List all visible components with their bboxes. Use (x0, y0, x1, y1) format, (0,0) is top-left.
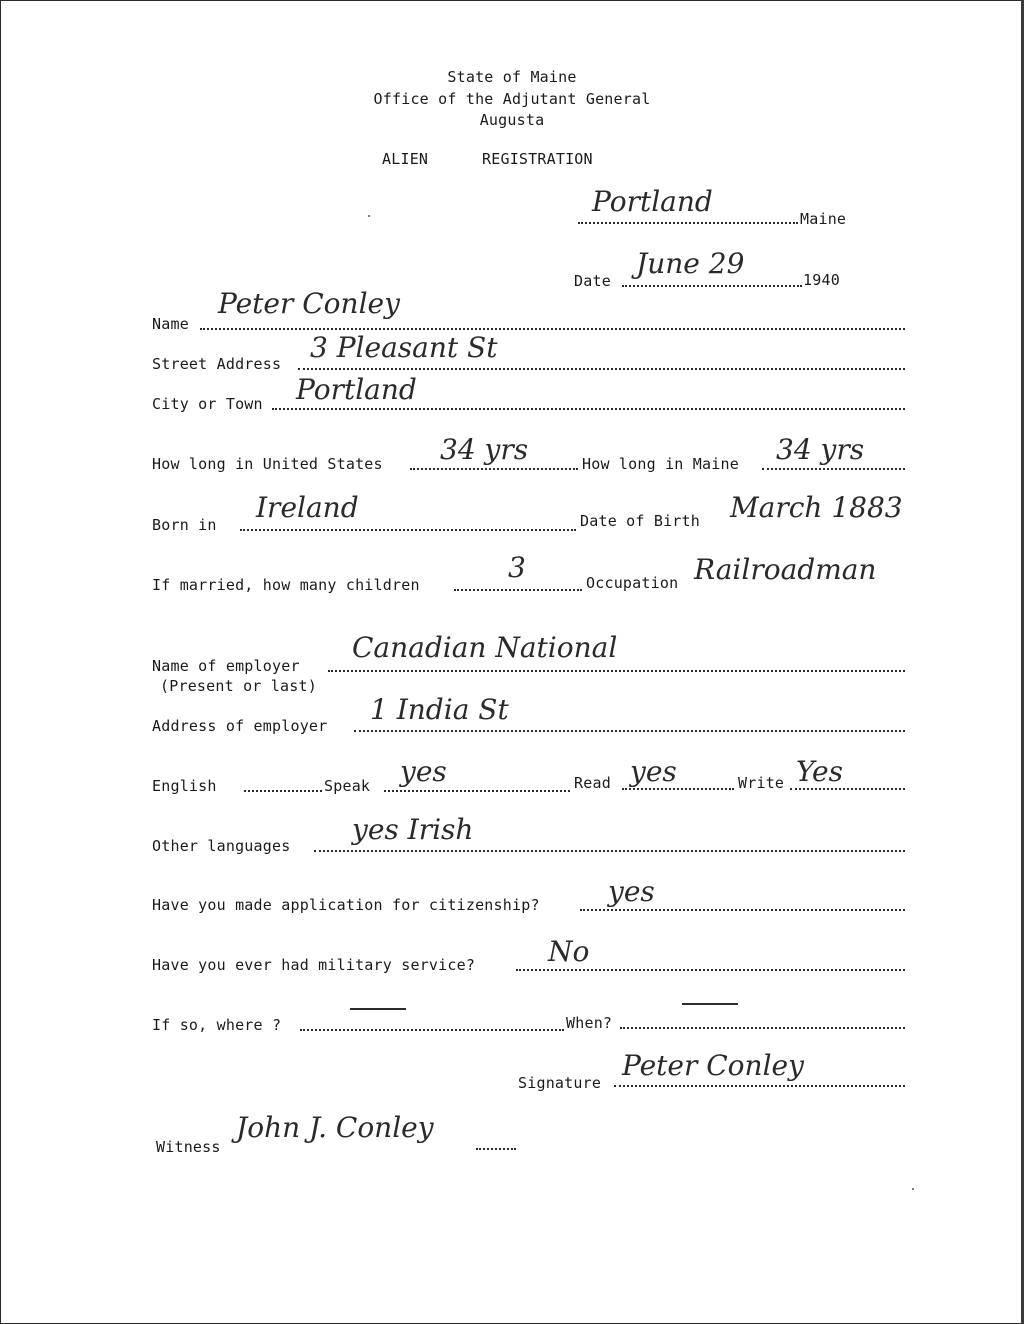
children-dots (454, 589, 582, 591)
employer-name-value: Canadian National (352, 631, 618, 664)
children-value: 3 (508, 551, 526, 584)
date-year: 1940 (803, 271, 840, 289)
header-state: State of Maine (447, 68, 577, 86)
witness-value: John J. Conley (236, 1111, 434, 1144)
street-address-label: Street Address (152, 355, 282, 373)
born-in-dots (240, 529, 576, 531)
how-long-maine-dots (762, 468, 905, 470)
english-label: English (152, 777, 217, 795)
name-label: Name (152, 315, 189, 333)
if-so-when-dots (620, 1027, 905, 1029)
name-value: Peter Conley (218, 287, 400, 320)
children-label: If married, how many children (152, 576, 420, 594)
signature-value: Peter Conley (622, 1049, 804, 1082)
place-suffix: Maine (800, 210, 847, 228)
date-label: Date (574, 272, 611, 290)
how-long-us-label: How long in United States (152, 455, 383, 473)
scan-speck (368, 215, 370, 217)
how-long-us-dots (410, 468, 578, 470)
form-title-registration: REGISTRATION (482, 150, 593, 168)
how-long-maine-value: 34 yrs (776, 433, 865, 466)
city-dots (272, 408, 905, 410)
other-languages-value: yes Irish (352, 813, 474, 846)
witness-dots (476, 1148, 516, 1150)
born-in-label: Born in (152, 516, 217, 534)
street-address-value: 3 Pleasant St (310, 331, 498, 364)
if-so-where-dots (300, 1029, 564, 1031)
date-dots (622, 285, 802, 287)
other-languages-label: Other languages (152, 837, 291, 855)
occupation-label: Occupation (586, 574, 679, 592)
military-value: No (548, 935, 590, 968)
speak-dots (384, 790, 570, 792)
date-of-birth-value: March 1883 (730, 491, 903, 524)
form-title-alien: ALIEN (382, 150, 429, 168)
military-label: Have you ever had military service? (152, 956, 476, 974)
employer-address-label: Address of employer (152, 717, 328, 735)
if-so-when-dash (682, 1003, 738, 1005)
speak-value: yes (400, 755, 447, 788)
citizenship-label: Have you made application for citizenship? (152, 896, 540, 914)
born-in-value: Ireland (256, 491, 359, 524)
if-so-where-dash (350, 1008, 406, 1010)
place-dots (578, 222, 798, 224)
witness-label: Witness (156, 1138, 221, 1156)
employer-address-value: 1 India St (370, 693, 509, 726)
read-dots (622, 788, 734, 790)
employer-name-dots (328, 670, 905, 672)
write-dots (790, 788, 905, 790)
if-so-where-label: If so, where ? (152, 1016, 282, 1034)
citizenship-value: yes (608, 875, 655, 908)
street-address-dots (298, 368, 905, 370)
other-languages-dots (314, 850, 905, 852)
signature-dots (614, 1085, 905, 1087)
header-office: Office of the Adjutant General (373, 90, 651, 108)
speak-label: Speak (324, 777, 371, 795)
date-value: June 29 (636, 247, 745, 280)
place-value: Portland (592, 185, 713, 218)
date-of-birth-label: Date of Birth (580, 512, 700, 530)
military-dots (516, 969, 905, 971)
employer-name-label: Name of employer (152, 657, 300, 675)
write-label: Write (738, 774, 785, 792)
how-long-maine-label: How long in Maine (582, 455, 739, 473)
occupation-value: Railroadman (694, 553, 877, 586)
read-value: yes (630, 755, 677, 788)
city-value: Portland (296, 373, 417, 406)
if-so-when-label: When? (566, 1014, 613, 1032)
city-label: City or Town (152, 395, 263, 413)
name-dots (200, 328, 905, 330)
read-label: Read (574, 774, 611, 792)
header-city: Augusta (479, 111, 545, 129)
write-value: Yes (796, 755, 843, 788)
how-long-us-value: 34 yrs (440, 433, 529, 466)
employer-name-sublabel: (Present or last) (160, 677, 317, 695)
employer-address-dots (354, 730, 905, 732)
citizenship-dots (580, 909, 905, 911)
signature-label: Signature (518, 1074, 602, 1092)
scan-speck (912, 1188, 914, 1190)
english-dots (244, 790, 322, 792)
